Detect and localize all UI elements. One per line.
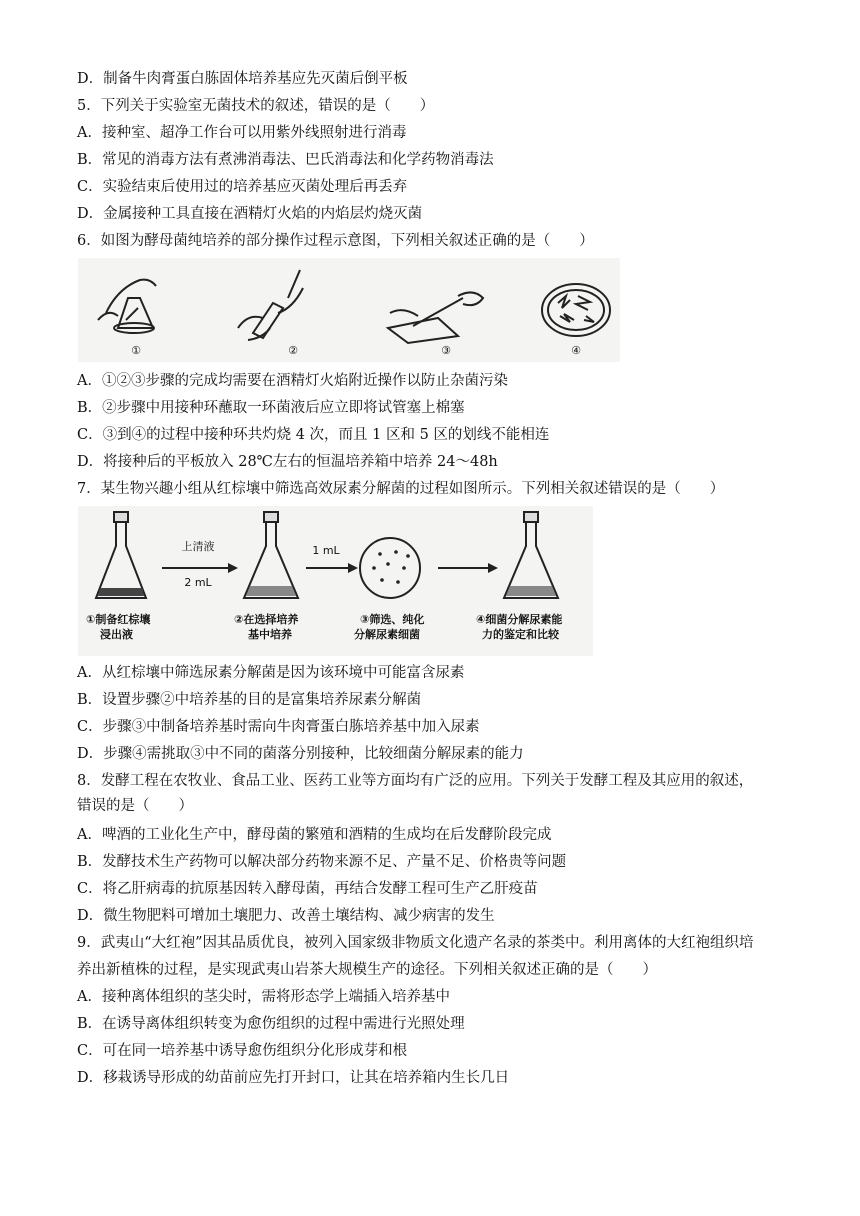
q8-option-a: A．啤酒的工业化生产中，酵母菌的繁殖和酒精的生成均在后发酵阶段完成 (77, 827, 552, 843)
q9-stem-line1: 9．武夷山“大红袍”因其品质优良，被列入国家级非物质文化遗产名录的茶类中。利用离体的大红袍组织培 (77, 935, 754, 951)
q7-option-a: A．从红棕壤中筛选尿素分解菌是因为该环境中可能富含尿素 (77, 665, 465, 681)
caption-1-line1: ①制备红棕壤 (86, 613, 151, 626)
arrow2-top-label: 1 mL (312, 544, 340, 557)
q6-option-c: C．③到④的过程中接种环共灼烧 4 次，而且 1 区和 5 区的划线不能相连 (77, 427, 550, 443)
q5-option-d: D．金属接种工具直接在酒精灯火焰的内焰层灼烧灭菌 (77, 206, 423, 222)
q8-stem-line1: 8．发酵工程在农牧业、食品工业、医药工业等方面均有广泛的应用。下列关于发酵工程及其应用的叙述， (77, 773, 754, 789)
caption-3-line1: ③筛选、纯化 (360, 613, 425, 626)
caption-1-line2: 浸出液 (100, 628, 133, 641)
q5-option-b: B．常见的消毒方法有煮沸消毒法、巴氏消毒法和化学药物消毒法 (77, 152, 494, 168)
caption-4-line1: ④细菌分解尿素能 (476, 613, 563, 626)
q7-stem: 7．某生物兴趣小组从红棕壤中筛选高效尿素分解菌的过程如图所示。下列相关叙述错误的是（ ） (77, 481, 725, 497)
q7-option-c: C．步骤③中制备培养基时需向牛肉膏蛋白胨培养基中加入尿素 (77, 719, 480, 735)
caption-2-line2: 基中培养 (248, 628, 292, 641)
q4-option-d: D．制备牛肉膏蛋白胨固体培养基应先灭菌后倒平板 (77, 71, 408, 87)
q9-stem-line2: 养出新植株的过程，是实现武夷山岩茶大规模生产的途径。下列相关叙述正确的是（ ） (77, 962, 657, 978)
q9-option-d: D．移栽诱导形成的幼苗前应先打开封口，让其在培养箱内生长几日 (77, 1070, 510, 1086)
caption-3-line2: 分解尿素细菌 (354, 628, 420, 641)
q5-option-c: C．实验结束后使用过的培养基应灭菌处理后再丢弃 (77, 179, 408, 195)
q7-option-d: D．步骤④需挑取③中不同的菌落分别接种，比较细菌分解尿素的能力 (77, 746, 524, 762)
q6-stem: 6．如图为酵母菌纯培养的部分操作过程示意图，下列相关叙述正确的是（ ） (77, 233, 594, 249)
q8-stem-line2: 错误的是（ ） (77, 798, 193, 814)
fig6-label-4: ④ (571, 344, 581, 357)
q8-option-c: C．将乙肝病毒的抗原基因转入酵母菌，再结合发酵工程可生产乙肝疫苗 (77, 881, 538, 897)
q6-figure (78, 258, 620, 362)
q6-option-a: A．①②③步骤的完成均需要在酒精灯火焰附近操作以防止杂菌污染 (77, 373, 508, 389)
q8-option-d: D．微生物肥料可增加土壤肥力、改善土壤结构、减少病害的发生 (77, 908, 495, 924)
q9-option-a: A．接种离体组织的茎尖时，需将形态学上端插入培养基中 (77, 989, 450, 1005)
arrow1-bottom-label: 2 mL (184, 576, 212, 589)
q5-option-a: A．接种室、超净工作台可以用紫外线照射进行消毒 (77, 125, 407, 141)
q6-option-d: D．将接种后的平板放入 28℃左右的恒温培养箱中培养 24～48h (77, 454, 498, 470)
q7-option-b: B．设置步骤②中培养基的目的是富集培养尿素分解菌 (77, 692, 422, 708)
q5-stem: 5．下列关于实验室无菌技术的叙述，错误的是（ ） (77, 98, 435, 114)
fig6-label-3: ③ (441, 344, 451, 357)
fig6-label-2: ② (288, 344, 298, 357)
q9-option-b: B．在诱导离体组织转变为愈伤组织的过程中需进行光照处理 (77, 1016, 465, 1032)
caption-2-line1: ②在选择培养 (234, 613, 299, 626)
q9-option-c: C．可在同一培养基中诱导愈伤组织分化形成芽和根 (77, 1043, 408, 1059)
caption-4-line2: 力的鉴定和比较 (482, 628, 559, 641)
q7-figure (78, 506, 593, 656)
q8-option-b: B．发酵技术生产药物可以解决部分药物来源不足、产量不足、价格贵等问题 (77, 854, 567, 870)
q6-option-b: B．②步骤中用接种环蘸取一环菌液后应立即将试管塞上棉塞 (77, 400, 465, 416)
arrow1-top-label: 上清液 (181, 540, 215, 553)
fig6-label-1: ① (131, 344, 141, 357)
